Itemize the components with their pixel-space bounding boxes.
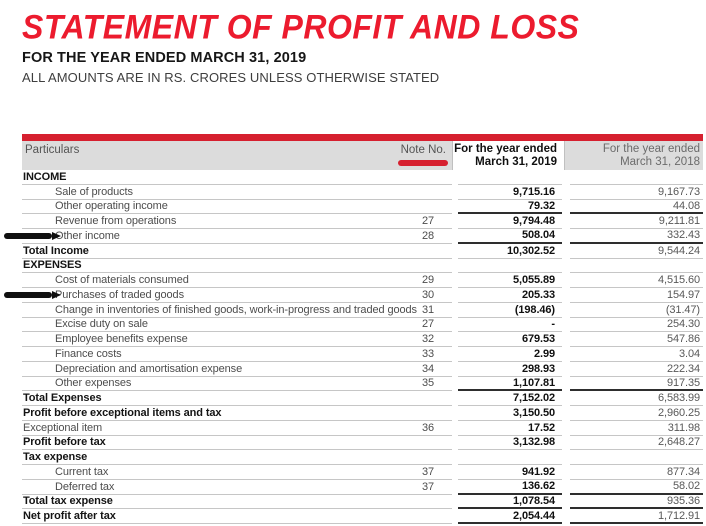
row-value-fy2018: 6,583.99 <box>570 391 703 406</box>
row-left-group <box>22 332 452 347</box>
table-row <box>22 421 703 436</box>
table-row <box>22 170 703 185</box>
row-value-fy2018: 2,648.27 <box>570 436 703 451</box>
col-header-fy2019 <box>452 141 565 170</box>
table-row <box>22 480 703 495</box>
row-value-fy2019: 2,054.44 <box>458 509 562 524</box>
row-note-number: 29 <box>421 274 434 287</box>
row-label: Cost of materials consumed <box>55 274 189 287</box>
row-label: INCOME <box>23 170 67 183</box>
row-label: Other income <box>55 229 120 242</box>
row-left-group <box>22 288 452 303</box>
row-label: Current tax <box>55 465 109 478</box>
table-row <box>22 450 703 465</box>
row-note-number: 32 <box>421 333 434 346</box>
row-left-group <box>22 465 452 480</box>
row-left-group <box>22 495 452 510</box>
page-subtitle: FOR THE YEAR ENDED MARCH 31, 2019 <box>22 50 307 66</box>
table-row <box>22 244 703 259</box>
col-header-note-no-label: Note No. <box>400 144 446 156</box>
table-row <box>22 332 703 347</box>
row-note-number: 36 <box>421 421 434 434</box>
row-value-fy2018: 9,544.24 <box>570 244 703 259</box>
row-value-fy2019: 9,715.16 <box>458 185 562 200</box>
row-value-fy2018: 58.02 <box>570 480 703 495</box>
row-label: Profit before exceptional items and tax <box>23 406 222 419</box>
table-header-row <box>22 141 703 170</box>
row-label: Revenue from operations <box>55 215 177 228</box>
row-value-fy2018: 4,515.60 <box>570 273 703 288</box>
row-value-fy2018 <box>570 259 703 274</box>
red-underline-annotation <box>398 160 448 166</box>
row-value-fy2019: 298.93 <box>458 362 562 377</box>
row-value-fy2018: 3.04 <box>570 347 703 362</box>
table-row <box>22 465 703 480</box>
row-value-fy2019: 508.04 <box>458 229 562 244</box>
row-label: Excise duty on sale <box>55 318 148 331</box>
row-value-fy2019: 1,107.81 <box>458 377 562 392</box>
row-left-group <box>22 170 452 185</box>
amounts-note: ALL AMOUNTS ARE IN RS. CRORES UNLESS OTHERWISE STATED <box>22 70 440 85</box>
table-row <box>22 406 703 421</box>
row-label: Employee benefits expense <box>55 333 188 346</box>
row-note-number: 30 <box>421 288 434 301</box>
row-value-fy2018: 9,211.81 <box>570 214 703 229</box>
row-value-fy2019: 2.99 <box>458 347 562 362</box>
row-value-fy2018: 222.34 <box>570 362 703 377</box>
row-value-fy2019: (198.46) <box>458 303 562 318</box>
profit-loss-table <box>22 134 703 524</box>
row-label: Total Income <box>23 244 89 257</box>
row-label: Deferred tax <box>55 480 115 493</box>
row-value-fy2019: 3,150.50 <box>458 406 562 421</box>
row-value-fy2018: 877.34 <box>570 465 703 480</box>
row-label: Finance costs <box>55 347 122 360</box>
row-value-fy2018: (31.47) <box>570 303 703 318</box>
table-row <box>22 495 703 510</box>
table-row <box>22 214 703 229</box>
row-left-group <box>22 406 452 421</box>
row-label: Depreciation and amortisation expense <box>55 362 243 375</box>
page-heading <box>22 8 579 85</box>
table-row <box>22 347 703 362</box>
table-row <box>22 391 703 406</box>
pl-table-body <box>22 170 703 524</box>
row-note-number: 28 <box>421 229 434 242</box>
row-left-group <box>22 200 452 215</box>
row-label: Purchases of traded goods <box>55 288 184 301</box>
row-value-fy2019: 10,302.52 <box>458 244 562 259</box>
table-row <box>22 436 703 451</box>
row-value-fy2019: 5,055.89 <box>458 273 562 288</box>
row-label: Change in inventories of finished goods, work-in-progress and traded goods <box>55 303 417 316</box>
col-header-fy2018-line1: For the year ended <box>602 143 700 155</box>
table-row <box>22 303 703 318</box>
row-value-fy2018: 2,960.25 <box>570 406 703 421</box>
row-value-fy2019 <box>458 450 562 465</box>
col-header-particulars: Particulars <box>25 144 80 156</box>
row-value-fy2018: 254.30 <box>570 318 703 333</box>
table-top-red-bar <box>22 134 703 141</box>
row-label: Net profit after tax <box>23 510 116 523</box>
row-left-group <box>22 362 452 377</box>
row-label: Total tax expense <box>23 495 113 508</box>
header-left-group <box>22 141 452 170</box>
row-left-group <box>22 214 452 229</box>
page-title: STATEMENT OF PROFIT AND LOSS <box>22 8 580 47</box>
row-value-fy2019: 7,152.02 <box>458 391 562 406</box>
row-left-group <box>22 244 452 259</box>
col-header-fy2018-line2: March 31, 2018 <box>620 156 700 168</box>
row-note-number: 37 <box>421 480 434 493</box>
row-note-number: 27 <box>421 215 434 228</box>
row-left-group <box>22 436 452 451</box>
row-left-group <box>22 273 452 288</box>
table-row <box>22 229 703 244</box>
row-left-group <box>22 421 452 436</box>
row-value-fy2018: 44.08 <box>570 200 703 215</box>
table-row <box>22 288 703 303</box>
row-value-fy2018: 1,712.91 <box>570 509 703 524</box>
row-label: Sale of products <box>55 185 133 198</box>
row-label: Other operating income <box>55 200 168 213</box>
row-left-group <box>22 318 452 333</box>
black-marker-annotation <box>4 233 52 239</box>
row-left-group <box>22 377 452 392</box>
row-left-group <box>22 303 452 318</box>
row-label: EXPENSES <box>23 259 82 272</box>
row-left-group <box>22 391 452 406</box>
row-label: Other expenses <box>55 377 132 390</box>
black-marker-annotation <box>4 292 52 298</box>
row-note-number: 33 <box>421 347 434 360</box>
row-note-number: 31 <box>421 303 434 316</box>
row-left-group <box>22 259 452 274</box>
row-note-number: 35 <box>421 377 434 390</box>
row-value-fy2019: 1,078.54 <box>458 495 562 510</box>
row-value-fy2019: 941.92 <box>458 465 562 480</box>
row-note-number: 27 <box>421 318 434 331</box>
table-row <box>22 200 703 215</box>
row-value-fy2019 <box>458 259 562 274</box>
row-left-group <box>22 450 452 465</box>
row-value-fy2019: 79.32 <box>458 200 562 215</box>
row-label: Total Expenses <box>23 392 102 405</box>
row-note-number: 37 <box>421 465 434 478</box>
col-header-fy2019-line2: March 31, 2019 <box>475 156 557 168</box>
table-row <box>22 377 703 392</box>
row-value-fy2019: 679.53 <box>458 332 562 347</box>
row-value-fy2019: 205.33 <box>458 288 562 303</box>
row-value-fy2018: 332.43 <box>570 229 703 244</box>
row-value-fy2019 <box>458 170 562 185</box>
row-value-fy2018: 917.35 <box>570 377 703 392</box>
row-value-fy2019: 17.52 <box>458 421 562 436</box>
row-value-fy2018 <box>570 450 703 465</box>
row-value-fy2018: 9,167.73 <box>570 185 703 200</box>
col-header-fy2018 <box>565 141 703 170</box>
row-note-number: 34 <box>421 362 434 375</box>
table-row <box>22 509 703 524</box>
row-left-group <box>22 185 452 200</box>
row-value-fy2018: 935.36 <box>570 495 703 510</box>
row-value-fy2018 <box>570 170 703 185</box>
row-left-group <box>22 347 452 362</box>
row-value-fy2019: 136.62 <box>458 480 562 495</box>
col-header-fy2019-line1: For the year ended <box>454 143 557 155</box>
row-label: Exceptional item <box>23 421 103 434</box>
table-row <box>22 273 703 288</box>
row-value-fy2019: 3,132.98 <box>458 436 562 451</box>
row-left-group <box>22 229 452 244</box>
row-label: Tax expense <box>23 451 88 464</box>
table-row <box>22 318 703 333</box>
row-value-fy2018: 154.97 <box>570 288 703 303</box>
row-left-group <box>22 509 452 524</box>
row-left-group <box>22 480 452 495</box>
table-row <box>22 362 703 377</box>
row-value-fy2019: - <box>458 318 562 333</box>
row-value-fy2018: 311.98 <box>570 421 703 436</box>
row-value-fy2018: 547.86 <box>570 332 703 347</box>
table-row <box>22 185 703 200</box>
row-value-fy2019: 9,794.48 <box>458 214 562 229</box>
table-row <box>22 259 703 274</box>
col-header-note-no <box>401 144 448 170</box>
row-label: Profit before tax <box>23 436 106 449</box>
